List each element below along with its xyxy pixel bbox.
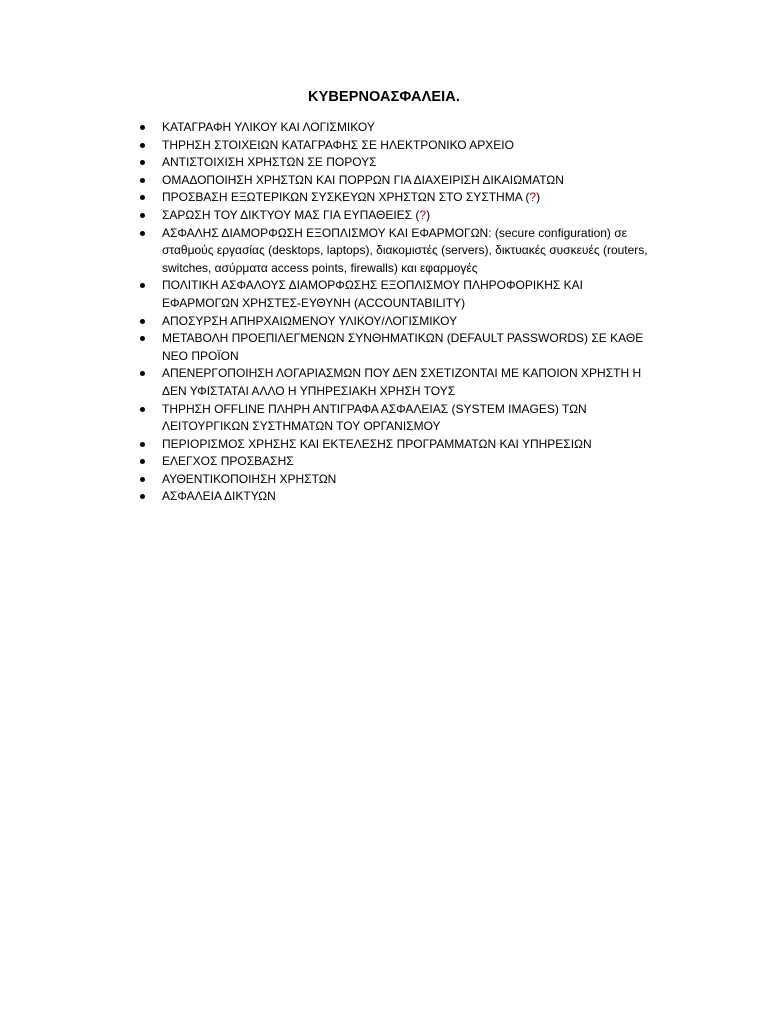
list-item — [138, 154, 658, 172]
list-item — [138, 401, 658, 436]
list-item-text: ΑΠΕΝΕΡΓΟΠΟΙΗΣΗ ΛΟΓΑΡΙΑΣΜΩΝ ΠΟΥ ΔΕΝ ΣΧΕΤΙΖΟΝΤΑΙ ΜΕ ΚΑΠΟΙΟΝ ΧΡΗΣΤΗ Η ΔΕΝ ΥΦΙΣΤΑΤΑΙ ΑΛΛΟ Η ΥΠΗΡΕΣΙΑΚΗ ΧΡΗΣΗ ΤΟΥΣ — [162, 366, 642, 398]
list-item-text: ΑΣΦΑΛΗΣ ΔΙΑΜΟΡΦΩΣΗ ΕΞΟΠΛΙΣΜΟΥ ΚΑΙ ΕΦΑΡΜΟΓΩΝ: (secure configuration) σε σταθμούς εργασίας (desktops, laptops), διακομιστές (servers), δικτυακές συσκευές (routers, switches, ασύρματα access points, firewalls) και εφαρμογές — [162, 225, 648, 275]
question-mark: ? — [419, 207, 427, 222]
list-item-text: ΜΕΤΑΒΟΛΗ ΠΡΟΕΠΙΛΕΓΜΕΝΩΝ ΣΥΝΘΗΜΑΤΙΚΩΝ (DEFAULT PASSWORDS) ΣΕ ΚΑΘΕ ΝΕΟ ΠΡΟΪΟΝ — [162, 331, 644, 363]
list-item — [138, 471, 658, 489]
list-item-text: ΑΝΤΙΣΤΟΙΧΙΣΗ ΧΡΗΣΤΩΝ ΣΕ ΠΟΡΟΥΣ — [162, 155, 377, 170]
list-item — [138, 207, 658, 225]
list-item — [138, 277, 658, 312]
list-item — [138, 330, 658, 365]
list-item-text: ΚΑΤΑΓΡΑΦΗ ΥΛΙΚΟΥ ΚΑΙ ΛΟΓΙΣΜΙΚΟΥ — [162, 120, 375, 134]
list-item — [138, 436, 658, 454]
list-item-text: ΣΑΡΩΣΗ ΤΟΥ ΔΙΚΤΥΟΥ ΜΑΣ ΓΙΑ ΕΥΠΑΘΕΙΕΣ ( — [162, 207, 420, 222]
list-item-text: ΠΟΛΙΤΙΚΗ ΑΣΦΑΛΟΥΣ ΔΙΑΜΟΡΦΩΣΗΣ ΕΞΟΠΛΙΣΜΟΥ ΠΛΗΡΟΦΟΡΙΚΗΣ ΚΑΙ ΕΦΑΡΜΟΓΩΝ ΧΡΗΣΤΕΣ-ΕΥΘΥΝΗ (ACCOUNTABILITY) — [162, 278, 583, 310]
list-item — [138, 119, 658, 137]
list-item — [138, 313, 658, 331]
list-item — [138, 365, 658, 400]
list-item — [138, 453, 658, 471]
list-item-text: ΠΡΟΣΒΑΣΗ ΕΞΩΤΕΡΙΚΩΝ ΣΥΣΚΕΥΩΝ ΧΡΗΣΤΩΝ ΣΤΟ ΣΥΣΤΗΜΑ ( — [162, 190, 530, 205]
bullet-list — [138, 119, 658, 506]
list-item-text: ΑΣΦΑΛΕΙΑ ΔΙΚΤΥΩΝ — [162, 489, 276, 504]
list-item-text: ΟΜΑΔΟΠΟΙΗΣΗ ΧΡΗΣΤΩΝ ΚΑΙ ΠΟΡΡΩΝ ΓΙΑ ΔΙΑΧΕΙΡΙΣΗ ΔΙΚΑΙΩΜΑΤΩΝ — [162, 172, 564, 187]
list-item-text-end: ) — [426, 207, 431, 222]
list-item — [138, 137, 658, 155]
list-item-text-end: ) — [536, 190, 541, 205]
question-mark: ? — [529, 190, 537, 205]
list-item-text: ΤΗΡΗΣΗ OFFLINE ΠΛΗΡΗ ΑΝΤΙΓΡΑΦΑ ΑΣΦΑΛΕΙΑΣ (SYSTEM IMAGES) ΤΩΝ ΛΕΙΤΟΥΡΓΙΚΩΝ ΣΥΣΤΗΜΑΤΩΝ ΤΟΥ ΟΡΓΑΝΙΣΜΟΥ — [162, 401, 587, 434]
list-item-text: ΑΥΘΕΝΤΙΚΟΠΟΙΗΣΗ ΧΡΗΣΤΩΝ — [162, 471, 337, 486]
list-item — [138, 225, 658, 278]
list-item — [138, 172, 658, 190]
document-title: ΚΥΒΕΡΝΟΑΣΦΑΛΕΙΑ. — [308, 89, 460, 105]
list-item-text: ΕΛΕΓΧΟΣ ΠΡΟΣΒΑΣΗΣ — [162, 454, 294, 469]
list-item — [138, 189, 658, 207]
list-item-text: ΠΕΡΙΟΡΙΣΜΟΣ ΧΡΗΣΗΣ ΚΑΙ ΕΚΤΕΛΕΣΗΣ ΠΡΟΓΡΑΜΜΑΤΩΝ ΚΑΙ ΥΠΗΡΕΣΙΩΝ — [162, 436, 592, 451]
list-item-text: ΤΗΡΗΣΗ ΣΤΟΙΧΕΙΩΝ ΚΑΤΑΓΡΑΦΗΣ ΣΕ ΗΛΕΚΤΡΟΝΙΚΟ ΑΡΧΕΙΟ — [162, 137, 514, 152]
list-item — [138, 488, 658, 506]
list-item-text: ΑΠΟΣΥΡΣΗ ΑΠΗΡΧΑΙΩΜΕΝΟΥ ΥΛΙΚΟΥ/ΛΟΓΙΣΜΙΚΟΥ — [162, 313, 458, 328]
